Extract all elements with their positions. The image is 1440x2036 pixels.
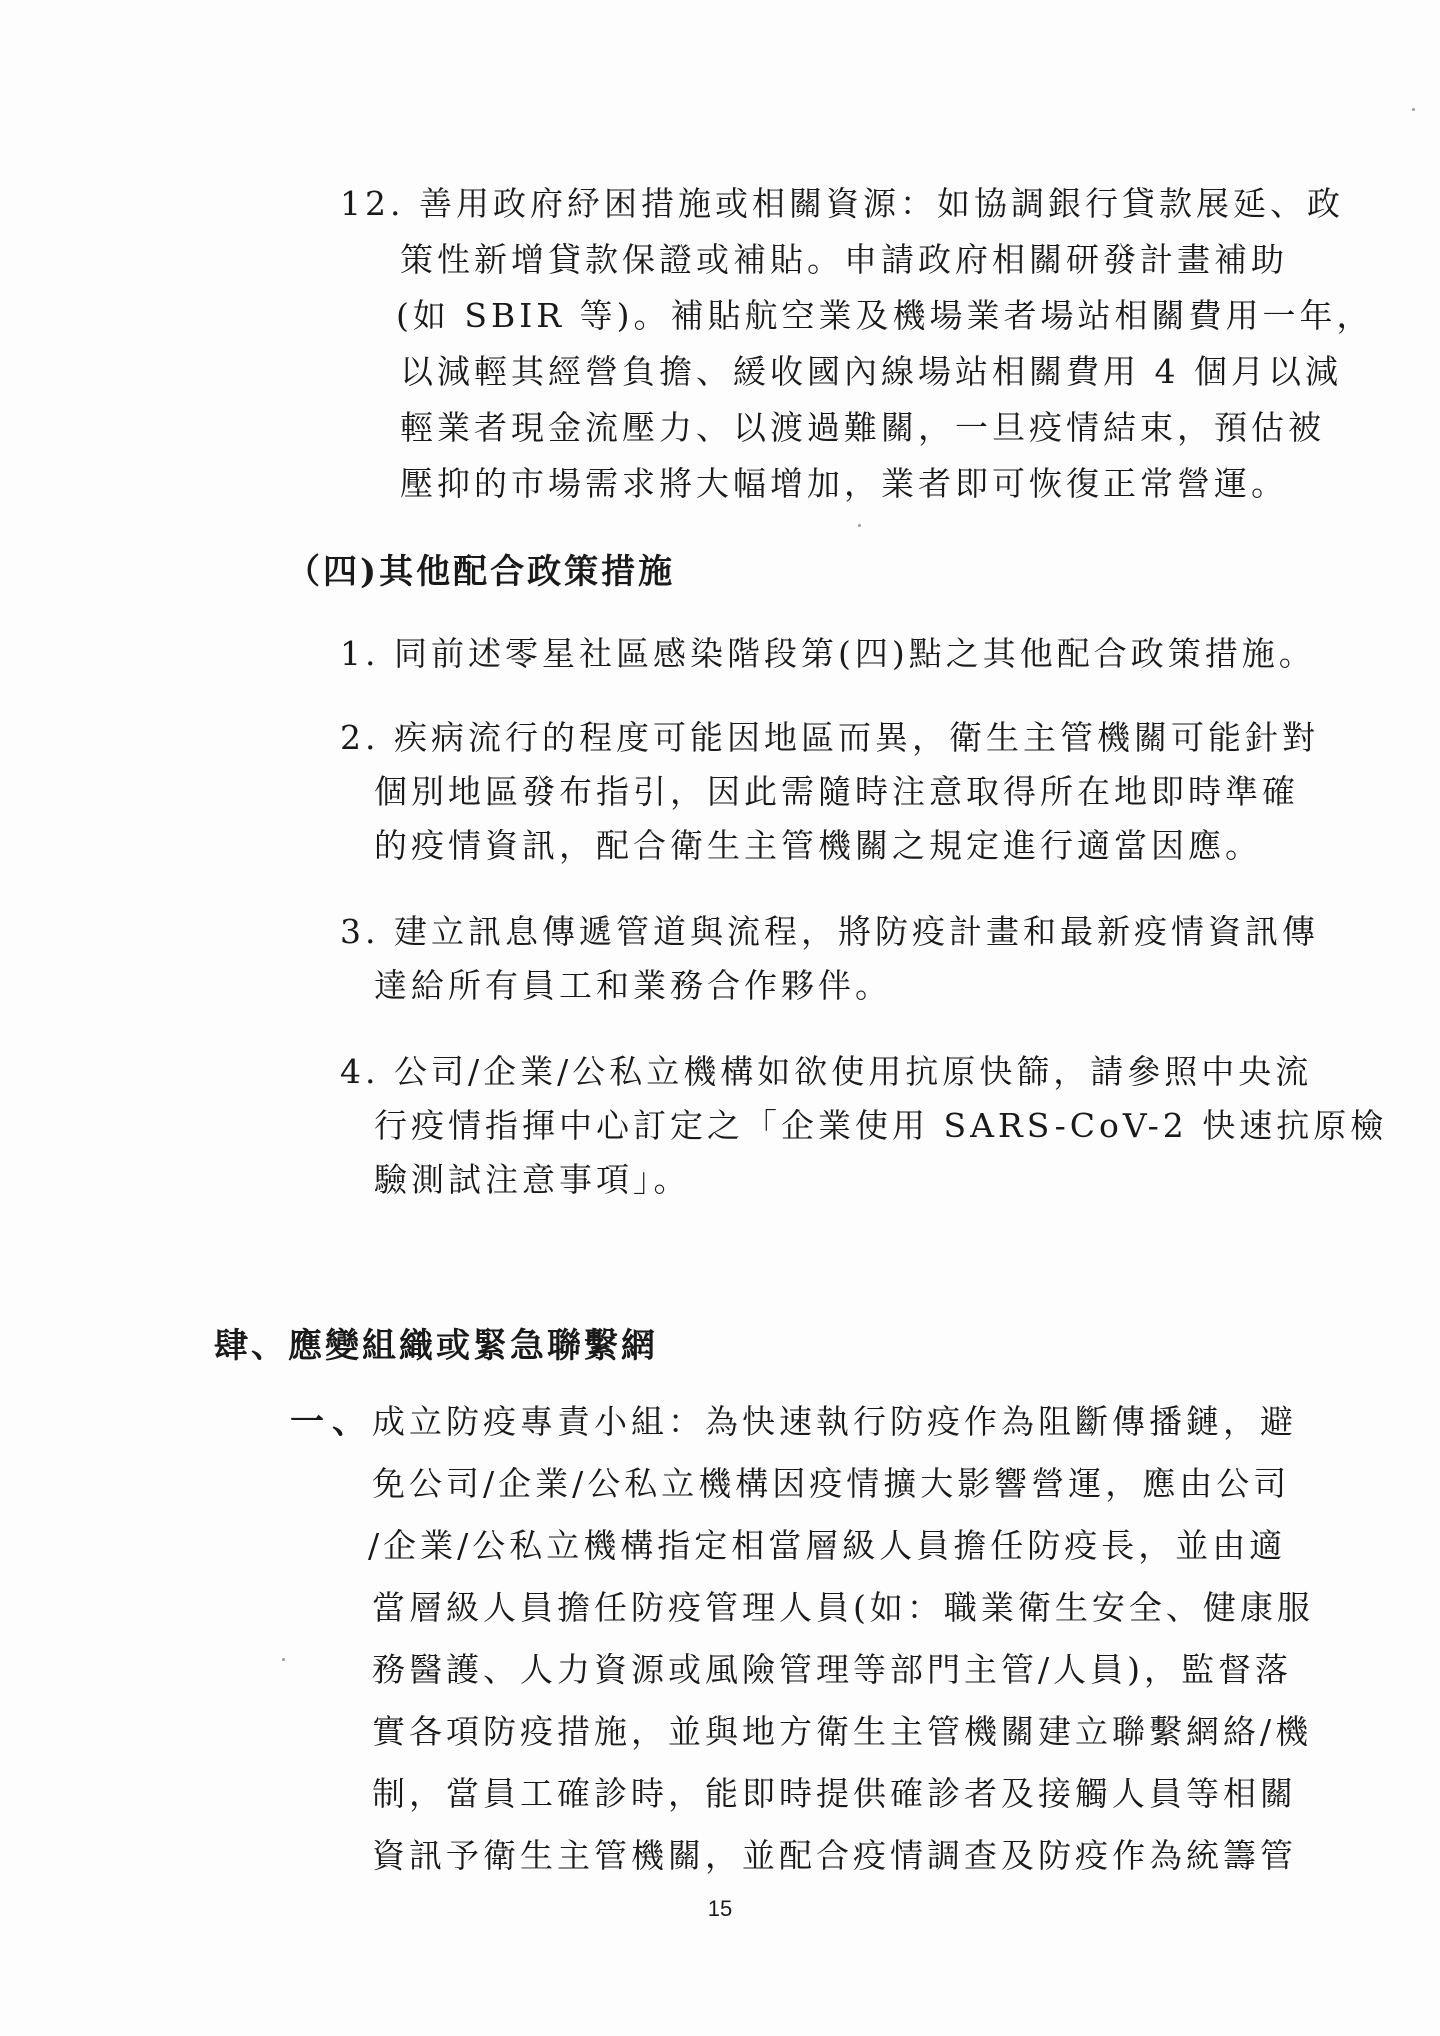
section-item-line: 的疫情資訊，配合衛生主管機關之規定進行適當因應。	[374, 826, 1262, 865]
subsection-line: 當層級人員擔任防疫管理人員(如：職業衛生安全、健康服	[372, 1588, 1314, 1627]
section-item-line: 2. 疾病流行的程度可能因地區而異，衛生主管機關可能針對	[340, 718, 1319, 757]
subsection-line: 資訊予衛生主管機關，並配合疫情調查及防疫作為統籌管	[372, 1836, 1297, 1875]
subsection-line: 實各項防疫措施，並與地方衛生主管機關建立聯繫網絡/機	[372, 1712, 1313, 1751]
subsection-line: 務醫護、人力資源或風險管理等部門主管/人員)，監督落	[372, 1650, 1292, 1689]
section-item-line: 達給所有員工和業務合作夥伴。	[374, 966, 892, 1005]
section-item-line: 驗測試注意事項」。	[374, 1160, 691, 1199]
item12-line: 策性新增貸款保證或補貼。申請政府相關研發計畫補助	[400, 240, 1288, 279]
item12-line: 壓抑的市場需求將大幅增加，業者即可恢復正常營運。	[400, 464, 1288, 503]
item12-line: 以減輕其經營負擔、緩收國內線場站相關費用 4 個月以減	[400, 352, 1342, 391]
section-item-line: 4. 公司/企業/公私立機構如欲使用抗原快篩，請參照中央流	[340, 1052, 1313, 1091]
item12-line: 12. 善用政府紓困措施或相關資源：如協調銀行貸款展延、政	[340, 184, 1344, 223]
scan-speck	[1412, 108, 1415, 111]
subsection-marker: 一、	[290, 1402, 374, 1442]
section-item-line: 行疫情指揮中心訂定之「企業使用 SARS-CoV-2 快速抗原檢	[374, 1106, 1388, 1145]
subsection-line: 免公司/企業/公私立機構因疫情擴大影響營運，應由公司	[372, 1464, 1291, 1503]
chapter-heading: 肆、應變組織或緊急聯繫網	[214, 1326, 658, 1366]
item12-line: (如 SBIR 等)。補貼航空業及機場業者場站相關費用一年，	[396, 296, 1374, 335]
scan-speck	[282, 1658, 285, 1661]
subsection-line: 成立防疫專責小組：為快速執行防疫作為阻斷傳播鏈，避	[372, 1402, 1297, 1441]
section-heading: （四)其他配合政策措施	[286, 552, 676, 592]
section-item-line: 3. 建立訊息傳遞管道與流程，將防疫計畫和最新疫情資訊傳	[340, 912, 1319, 951]
scan-speck	[858, 524, 861, 527]
item12-line: 輕業者現金流壓力、以渡過難關，一旦疫情結束，預估被	[400, 408, 1325, 447]
page-number: 15	[707, 1896, 733, 1921]
subsection-line: 制，當員工確診時，能即時提供確診者及接觸人員等相關	[372, 1774, 1297, 1813]
subsection-line: /企業/公私立機構指定相當層級人員擔任防疫長，並由適	[368, 1526, 1287, 1565]
section-item-line: 1. 同前述零星社區感染階段第(四)點之其他配合政策措施。	[340, 634, 1316, 673]
section-item-line: 個別地區發布指引，因此需隨時注意取得所在地即時準確	[374, 772, 1299, 811]
